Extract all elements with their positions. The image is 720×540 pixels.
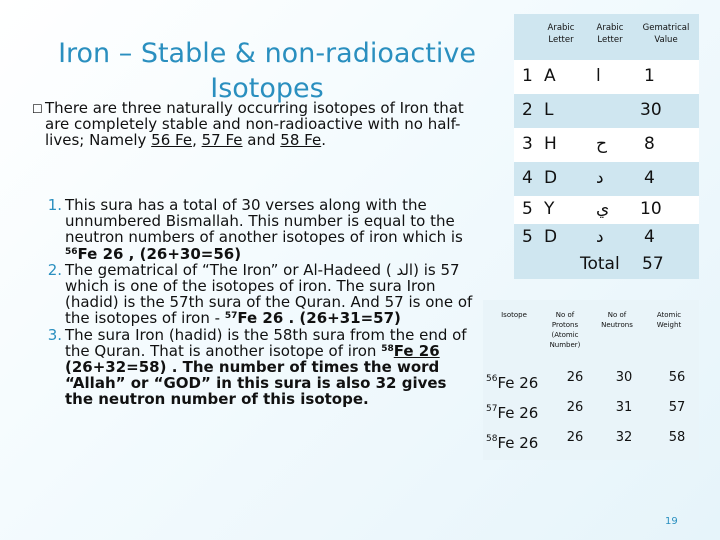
- row-index: 5: [522, 199, 533, 219]
- neutrons-value: 31: [615, 400, 633, 415]
- arabic-letter: د: [596, 227, 604, 247]
- list-item: [18, 262, 478, 327]
- table-row: [483, 426, 699, 456]
- isotope-symbol: Fe 26: [497, 434, 539, 452]
- table-header: Atomic Weight: [656, 311, 682, 329]
- gematria-value: 8: [644, 134, 655, 154]
- page-number: 19: [665, 516, 678, 527]
- separator: ,: [192, 131, 202, 149]
- row-index: 1: [522, 66, 533, 86]
- gematria-value: 10: [640, 199, 662, 219]
- latin-letter: H: [544, 134, 557, 154]
- table-row: [514, 196, 699, 224]
- item-text: ) is 57 which is one of the isotopes of iron. The sura Iron (hadid) is the 57th sura of the Quran. And 57 is one of the isotopes of iron -: [65, 260, 473, 328]
- arabic-letter: د: [596, 168, 604, 188]
- table-row: [514, 224, 699, 252]
- gematria-table: [514, 14, 699, 279]
- table-header: Gematrical Value: [642, 23, 690, 45]
- table-header: Isotope: [501, 311, 527, 319]
- row-index: 3: [522, 134, 533, 154]
- isotope-symbol: Fe 26: [497, 374, 539, 392]
- weight-value: 57: [668, 400, 686, 415]
- list-item: [18, 327, 478, 408]
- mass-number: 57: [224, 311, 238, 322]
- gematria-value: 4: [644, 168, 655, 188]
- item-text: The sura Iron (hadid) is the 58th sura from the end of the Quran. That is another isotope of iron: [65, 325, 467, 360]
- neutrons-value: 32: [615, 430, 633, 445]
- latin-letter: A: [544, 66, 556, 86]
- table-row: [514, 94, 699, 128]
- item-text: , (26+30=56): [123, 244, 242, 263]
- total-value: 57: [642, 254, 664, 274]
- total-label: Total: [580, 254, 620, 274]
- isotope-symbol: Fe 26: [77, 244, 124, 263]
- table-row: [514, 128, 699, 162]
- protons-value: 26: [566, 430, 584, 445]
- total-row: [514, 252, 699, 279]
- intro-text: There are three naturally occurring isotopes of Iron that are completely stable and non-radioactive with no half-lives; Namely: [45, 99, 464, 149]
- list-item: [18, 197, 478, 262]
- gematria-value: 30: [640, 100, 662, 120]
- list-number: 1.: [47, 196, 62, 214]
- item-text: . (26+31=57): [283, 309, 401, 328]
- mass-number: 56: [486, 374, 498, 384]
- table-header: Arabic Letter: [596, 23, 624, 45]
- numbered-list: [18, 197, 478, 408]
- mass-number: 58: [381, 343, 394, 354]
- latin-letter: D: [544, 227, 558, 247]
- weight-value: 58: [668, 430, 686, 445]
- mass-number: 58: [486, 434, 498, 444]
- slide-title: Iron – Stable & non-radioactive Isotopes: [58, 38, 476, 104]
- mass-number: 57: [486, 404, 498, 414]
- protons-value: 26: [566, 370, 584, 385]
- row-index: 5: [522, 227, 533, 247]
- table-row: [483, 396, 699, 426]
- isotope-symbol: Fe 26: [497, 404, 539, 422]
- list-number: 2.: [47, 260, 62, 279]
- isotope-symbol: Fe 26: [237, 309, 284, 328]
- item-text: The gematrical of “The Iron” or Al-Hadeed (: [65, 260, 397, 279]
- isotope-56-label: 56 Fe: [151, 131, 193, 149]
- isotope-57-label: 57 Fe: [201, 131, 243, 149]
- bullet-box-icon: ☐: [32, 102, 43, 116]
- neutrons-value: 30: [615, 370, 633, 385]
- isotope-cell: [486, 434, 538, 452]
- period: .: [321, 131, 326, 149]
- item-text: (26+32=58) . The number of times the word “Allah” or “GOD” in this sura is also 32 gives the neutron number of this isotope.: [65, 358, 447, 409]
- mass-number: 56: [65, 246, 78, 257]
- table-header: No of Neutrons: [601, 311, 633, 329]
- arabic-letter: ا: [596, 66, 601, 86]
- isotope-cell: [486, 374, 538, 392]
- arabic-letter: ح: [596, 134, 607, 154]
- row-index: 2: [522, 100, 533, 120]
- arabic-text: الد: [396, 260, 414, 279]
- arabic-letter: ي: [596, 199, 610, 219]
- weight-value: 56: [668, 370, 686, 385]
- gematria-value: 1: [644, 66, 655, 86]
- table-row: [483, 366, 699, 396]
- table-row: [514, 162, 699, 196]
- separator: and: [242, 131, 281, 149]
- item-text: This sura has a total of 30 verses along with the unnumbered Bismallah. This number is equal to the neutron numbers of another isotopes of iron which is: [65, 196, 463, 247]
- table-row: [514, 60, 699, 94]
- gematria-value: 4: [644, 227, 655, 247]
- isotope-58-label: 58 Fe: [280, 131, 322, 149]
- protons-value: 26: [566, 400, 584, 415]
- isotope-table: [483, 300, 699, 460]
- intro-bullet: [32, 99, 470, 149]
- latin-letter: L: [544, 100, 554, 120]
- latin-letter: Y: [544, 199, 555, 219]
- latin-letter: D: [544, 168, 558, 188]
- table-header: No of Protons (Atomic Number): [549, 311, 581, 349]
- isotope-cell: [486, 404, 538, 422]
- isotope-symbol: Fe 26: [393, 341, 440, 360]
- table-header: Arabic Letter: [547, 23, 575, 45]
- list-number: 3.: [47, 325, 62, 344]
- row-index: 4: [522, 168, 533, 188]
